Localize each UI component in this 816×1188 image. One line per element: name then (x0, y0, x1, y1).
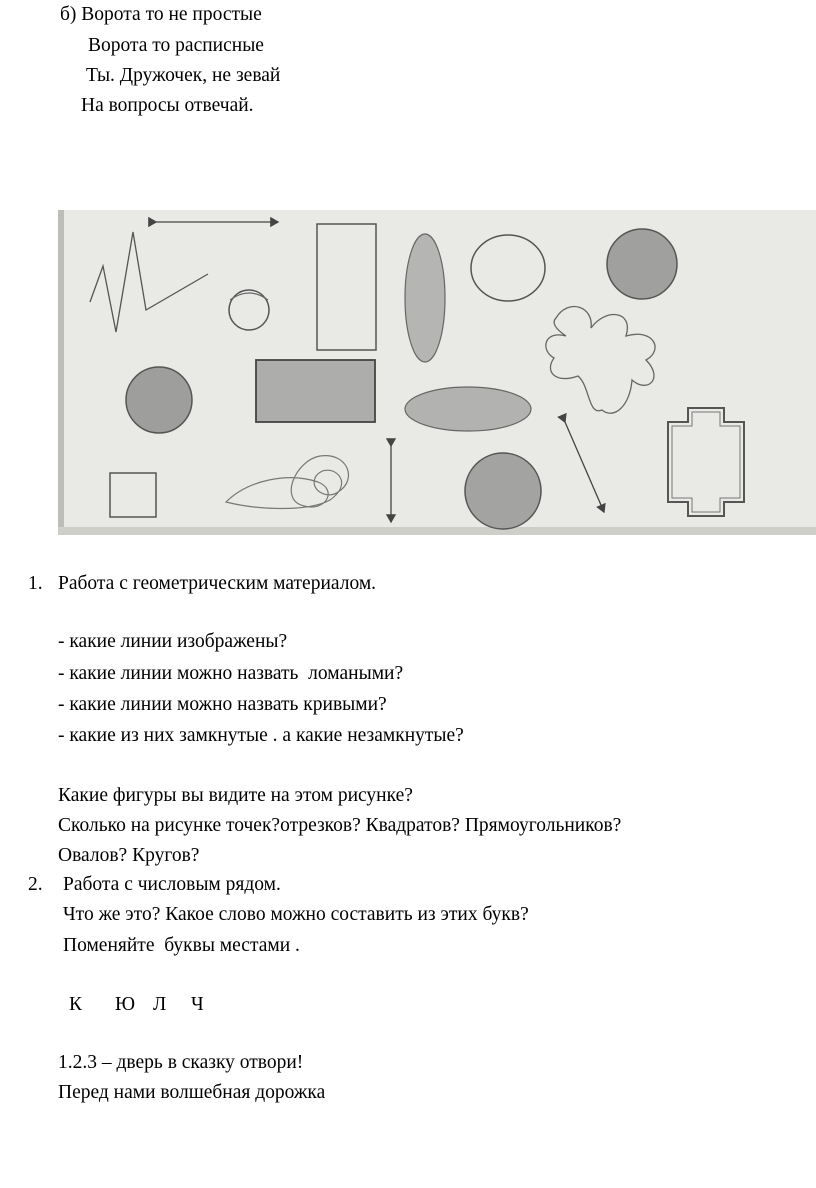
geometric-shapes-picture (58, 210, 816, 535)
question-curved-lines: - какие линии можно назвать кривыми? (58, 694, 387, 715)
picture-bottom-edge (58, 527, 816, 535)
vertical-gray-ellipse (405, 234, 445, 362)
letter-1: К (69, 994, 83, 1015)
question-figures: Какие фигуры вы видите на этом рисунке? (58, 785, 413, 806)
section-2-number: 2. (28, 874, 43, 895)
letter-4: Ч (191, 994, 204, 1015)
section-1-number: 1. (28, 573, 43, 594)
picture-left-edge (58, 210, 64, 535)
filled-circle-bottom (465, 453, 541, 529)
section-2-instruction: Поменяйте буквы местами . (63, 935, 300, 956)
closing-line-2: Перед нами волшебная дорожка (58, 1082, 326, 1103)
poem-line-1: б) Ворота то не простые (60, 4, 262, 25)
poem-line-3: Ты. Дружочек, не зевай (86, 65, 281, 86)
gray-rectangle (256, 360, 375, 422)
question-broken-lines: - какие линии можно назвать ломаными? (58, 663, 404, 684)
question-counting: Сколько на рисунке точек?отрезков? Квадратов? Прямоугольников? (58, 815, 622, 836)
filled-circle-top-right (607, 229, 677, 299)
filled-circle-left (126, 367, 192, 433)
letter-2: Ю (115, 994, 136, 1015)
question-lines-shown: - какие линии изображены? (58, 631, 288, 652)
question-closed-lines: - какие из них замкнутые . а какие незамкнутые? (58, 725, 464, 746)
section-2-title: Работа с числовым рядом. (63, 874, 281, 895)
horizontal-gray-ellipse (405, 387, 531, 431)
question-ovals-circles: Овалов? Кругов? (58, 845, 200, 866)
letter-3: Л (153, 994, 167, 1015)
closing-line-1: 1.2.3 – дверь в сказку отвори! (58, 1052, 304, 1073)
section-1-title: Работа с геометрическим материалом. (58, 573, 377, 594)
poem-line-4: На вопросы отвечай. (81, 95, 254, 116)
section-2-question: Что же это? Какое слово можно составить из этих букв? (63, 904, 529, 925)
poem-line-2: Ворота то расписные (88, 35, 264, 56)
